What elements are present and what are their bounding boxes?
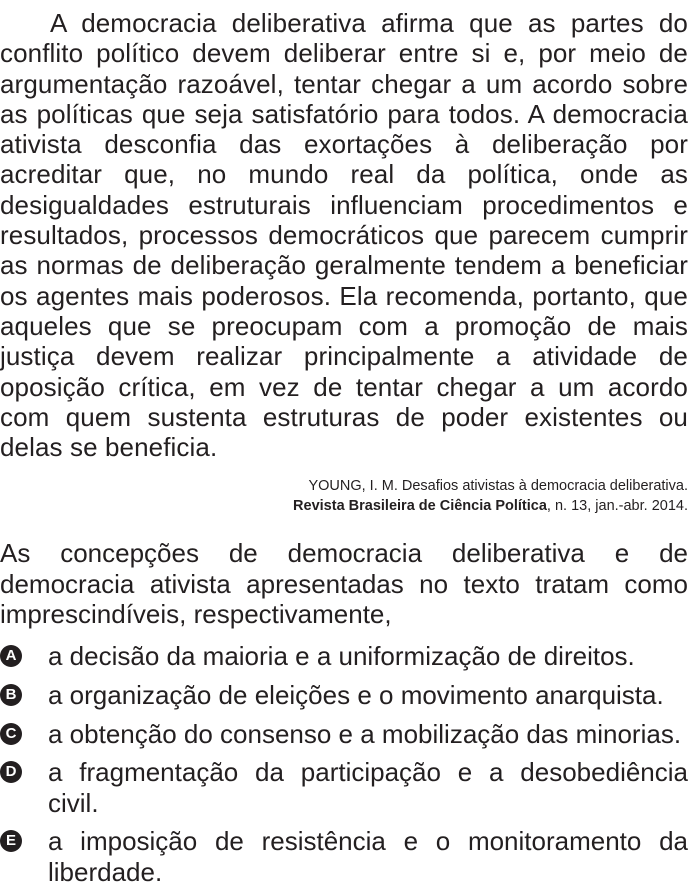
- option-text: a obtenção do consenso e a mobilização das minorias.: [48, 718, 682, 749]
- option-letter-badge: B: [0, 684, 22, 706]
- citation: [0, 476, 688, 516]
- option-e[interactable]: [0, 826, 688, 887]
- option-c[interactable]: [0, 719, 688, 749]
- citation-source: [0, 496, 688, 516]
- option-letter-badge: D: [0, 761, 22, 783]
- option-text: a decisão da maioria e a uniformização de direitos.: [48, 641, 635, 672]
- option-a[interactable]: [0, 641, 688, 671]
- option-d[interactable]: [0, 757, 688, 818]
- passage-text: A democracia deliberativa afirma que as partes do conflito político devem deliberar entre si e, por meio de argumentação razoável, tentar chegar a um acordo sobre as políticas que seja satisfatório para todos. A democracia ativista desconfia das exortações à deliberação por acreditar que, no mundo real da política, onde as desigualdades estruturais influenciam procedimentos e resultados, processos democráticos que parecem cumprir as normas de deliberação geralmente tendem a beneficiar os agentes mais poderosos. Ela recomenda, portanto, que aqueles que se preocupam com a promoção de mais justiça devem realizar principalmente a atividade de oposição crítica, em vez de tentar chegar a um acordo com quem sustenta estruturas de poder existentes ou delas se beneficia.: [0, 8, 688, 463]
- citation-journal: Revista Brasileira de Ciência Política: [293, 498, 547, 515]
- option-text: a imposição de resistência e o monitoramento da liberdade.: [48, 826, 688, 887]
- option-text: a fragmentação da participação e a desobediência civil.: [48, 757, 688, 818]
- option-letter-badge: A: [0, 645, 22, 667]
- answer-options: [0, 641, 688, 887]
- question-stem: As concepções de democracia deliberativa e de democracia ativista apresentadas no texto tratam como imprescindíveis, respectivamente,: [0, 538, 688, 630]
- citation-details: , n. 13, jan.-abr. 2014.: [546, 498, 688, 515]
- option-letter-badge: E: [0, 830, 22, 852]
- option-text: a organização de eleições e o movimento anarquista.: [48, 680, 664, 711]
- option-b[interactable]: [0, 680, 688, 710]
- option-letter-badge: C: [0, 723, 22, 745]
- citation-author-title: YOUNG, I. M. Desafios ativistas à democracia deliberativa.: [308, 478, 688, 495]
